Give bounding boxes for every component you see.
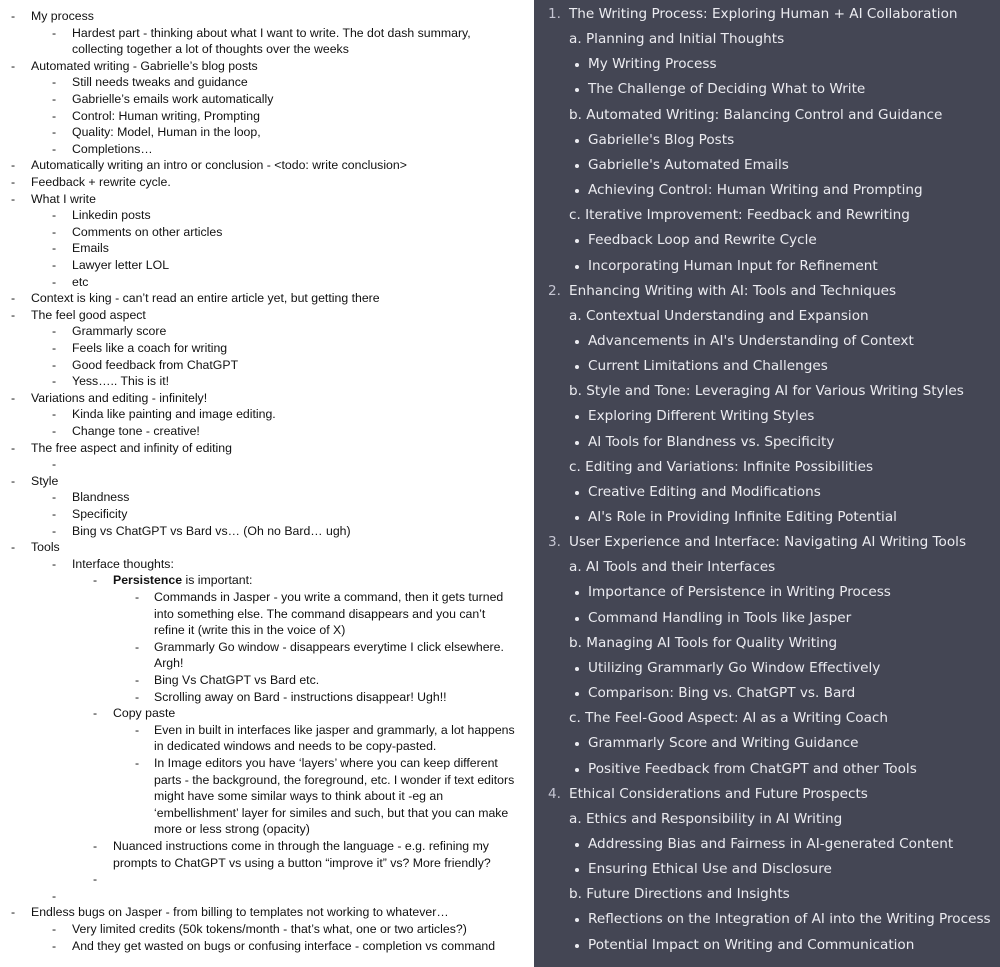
subsection-title: b. Style and Tone: Leveraging AI for Various Writing Styles — [569, 383, 964, 400]
note-line-continuation — [0, 855, 534, 872]
note-line — [0, 157, 534, 174]
bullet-text: Achieving Control: Human Writing and Prompting — [588, 182, 923, 199]
dash-bullet: - — [51, 523, 57, 538]
dash-bullet: - — [10, 540, 16, 555]
dash-bullet: - — [51, 407, 57, 422]
note-text: Bing vs ChatGPT vs Bard vs… (Oh no Bard… ugh) — [72, 523, 351, 538]
note-line — [0, 755, 534, 772]
note-text: refine it (write this in the voice of X) — [154, 623, 346, 638]
note-text: Bing Vs ChatGPT vs Bard etc. — [154, 673, 320, 687]
section-number: 4. — [548, 785, 561, 802]
dash-bullet: - — [10, 191, 16, 206]
dash-bullet: - — [51, 556, 57, 571]
bullet-dot-icon — [575, 868, 579, 872]
bullet-text: Grammarly Score and Writing Guidance — [588, 735, 859, 752]
note-bold-text: Persistence — [113, 573, 183, 588]
dash-bullet: - — [10, 905, 16, 920]
dash-bullet: - — [51, 125, 57, 140]
note-text: Change tone - creative! — [72, 424, 200, 438]
bullet-dot-icon — [575, 340, 579, 344]
dash-bullet: - — [51, 424, 57, 438]
dash-bullet: - — [134, 689, 140, 704]
note-line-continuation — [0, 622, 534, 639]
subsection-title: a. AI Tools and their Interfaces — [569, 559, 776, 576]
note-line-continuation — [0, 606, 534, 623]
note-text: Grammarly Go window - disappears everytime I click elsewhere. — [154, 639, 504, 654]
dash-bullet: - — [92, 573, 98, 588]
dash-bullet: - — [134, 756, 140, 770]
note-text — [113, 572, 252, 589]
note-text: Context is king - can’t read an entire article yet, but getting there — [31, 291, 380, 306]
note-text: And they get wasted on bugs or confusing interface - completion vs command — [72, 938, 496, 953]
bullet-text: Gabrielle's Automated Emails — [588, 156, 789, 173]
dash-bullet: - — [51, 888, 57, 903]
note-line — [0, 904, 534, 921]
outline-section — [548, 530, 966, 555]
bullet-text: Comparison: Bing vs. ChatGPT vs. Bard — [588, 685, 856, 702]
dash-bullet: - — [92, 839, 98, 853]
note-line — [0, 373, 534, 390]
dash-bullet: - — [10, 9, 16, 23]
note-line — [0, 174, 534, 191]
note-line — [0, 423, 534, 440]
subsection-title: a. Planning and Initial Thoughts — [569, 31, 785, 48]
subsection-title: a. Ethics and Responsibility in AI Writing — [569, 810, 843, 827]
note-text: Completions… — [72, 141, 153, 156]
note-text: Interface thoughts: — [72, 556, 174, 571]
note-text: collecting together a lot of thoughts over the weeks — [72, 42, 349, 57]
bullet-dot-icon — [575, 88, 579, 92]
note-text: Even in built in interfaces like jasper and grammarly, a lot happens — [154, 722, 515, 737]
dash-bullet: - — [134, 673, 140, 687]
dash-bullet: - — [51, 141, 57, 156]
note-line — [0, 91, 534, 108]
dash-bullet: - — [51, 922, 57, 936]
bullet-text: AI's Role in Providing Infinite Editing Potential — [588, 509, 897, 525]
note-line — [0, 672, 534, 689]
note-line-continuation — [0, 41, 534, 58]
note-text: The free aspect and infinity of editing — [31, 440, 232, 455]
note-text: Lawyer letter LOL — [72, 258, 170, 272]
dash-bullet: - — [51, 507, 57, 521]
dash-bullet: - — [10, 307, 16, 322]
dash-bullet: - — [10, 58, 16, 73]
bullet-text: Command Handling in Tools like Jasper — [588, 609, 852, 626]
note-text: etc — [72, 274, 89, 289]
note-line — [0, 274, 534, 291]
outline-section — [548, 279, 896, 304]
bullet-text: Gabrielle's Blog Posts — [588, 131, 735, 148]
note-text: The feel good aspect — [31, 307, 146, 322]
bullet-dot-icon — [575, 918, 579, 922]
bullet-dot-icon — [575, 617, 579, 621]
note-line — [0, 224, 534, 241]
note-line — [0, 838, 534, 855]
dash-bullet: - — [10, 390, 16, 405]
note-line — [0, 25, 534, 42]
note-text: Nuanced instructions come in through the language - e.g. refining my — [113, 839, 489, 853]
note-text: Control: Human writing, Prompting — [72, 108, 260, 123]
dash-bullet: - — [92, 706, 98, 721]
subsection-title: c. Editing and Variations: Infinite Possibilities — [569, 458, 874, 475]
bullet-dot-icon — [575, 692, 579, 696]
note-line — [0, 390, 534, 407]
note-line — [0, 257, 534, 274]
outline-subsection — [569, 304, 869, 329]
note-line — [0, 8, 534, 25]
dash-bullet: - — [51, 108, 57, 123]
bullet-dot-icon — [575, 365, 579, 369]
note-text: Emails — [72, 241, 109, 256]
note-line — [0, 124, 534, 141]
note-line — [0, 938, 534, 955]
outline-subsection — [569, 103, 942, 128]
bullet-text: Creative Editing and Modifications — [588, 483, 821, 500]
note-text: Variations and editing - infinitely! — [31, 390, 208, 405]
outline-subsection — [569, 631, 837, 656]
section-title: User Experience and Interface: Navigating AI Writing Tools — [569, 534, 967, 551]
outline-subsection — [569, 807, 842, 832]
bullet-text: Positive Feedback from ChatGPT and other Tools — [588, 760, 917, 777]
dash-bullet: - — [51, 208, 57, 223]
note-text: Feels like a coach for writing — [72, 341, 228, 355]
note-line — [0, 539, 534, 556]
bullet-text: AI Tools for Blandness vs. Specificity — [588, 433, 835, 450]
ai-outline-response — [534, 0, 1000, 967]
note-text: in dedicated windows and needs to be copy-pasted. — [154, 739, 437, 754]
note-line — [0, 108, 534, 125]
dash-bullet: - — [51, 374, 57, 389]
dash-bullet: - — [10, 158, 16, 173]
section-number: 2. — [548, 282, 561, 299]
note-text: Gabrielle’s emails work automatically — [72, 92, 274, 106]
subsection-title: b. Managing AI Tools for Quality Writing — [569, 634, 838, 651]
note-line — [0, 456, 534, 473]
bullet-text: Reflections on the Integration of AI into the Writing Process — [588, 911, 991, 928]
note-text: Linkedin posts — [72, 208, 151, 223]
dash-bullet: - — [51, 490, 57, 505]
outline-subsection — [569, 27, 784, 52]
bullet-text: Incorporating Human Input for Refinement — [588, 257, 878, 274]
note-line — [0, 74, 534, 91]
outline-subsection — [569, 455, 873, 480]
note-line — [0, 506, 534, 523]
outline-subsection — [569, 555, 775, 580]
bullet-dot-icon — [575, 491, 579, 495]
note-line — [0, 871, 534, 888]
bullet-dot-icon — [575, 516, 579, 520]
note-text: might have some similar ways to think about it -eg an — [154, 789, 444, 804]
dash-bullet: - — [51, 274, 57, 289]
bullet-dot-icon — [575, 164, 579, 168]
bullet-dot-icon — [575, 768, 579, 772]
bullet-text: Utilizing Grammarly Go Window Effectively — [588, 659, 881, 676]
note-text: Hardest part - thinking about what I want to write. The dot dash summary, — [72, 25, 471, 40]
note-text: Endless bugs on Jasper - from billing to templates not working to whatever… — [31, 905, 449, 920]
note-line — [0, 58, 534, 75]
bullet-dot-icon — [575, 239, 579, 243]
note-text: Commands in Jasper - you write a command, then it gets turned — [154, 590, 504, 604]
note-line — [0, 523, 534, 540]
dash-bullet: - — [134, 639, 140, 654]
note-line — [0, 141, 534, 158]
bullet-text: Exploring Different Writing Styles — [588, 408, 815, 425]
note-line-continuation — [0, 805, 534, 822]
note-line — [0, 323, 534, 340]
bullet-dot-icon — [575, 843, 579, 847]
note-line — [0, 556, 534, 573]
bullet-text: Feedback Loop and Rewrite Cycle — [588, 232, 817, 249]
dash-bullet: - — [51, 224, 57, 239]
note-line — [0, 489, 534, 506]
dash-bullet: - — [51, 241, 57, 256]
note-line — [0, 406, 534, 423]
note-line — [0, 440, 534, 457]
note-text: In Image editors you have ‘layers’ where you can keep different — [154, 756, 498, 770]
subsection-title: c. Iterative Improvement: Feedback and Rewriting — [569, 207, 910, 224]
note-text: Scrolling away on Bard - instructions disappear! Ugh!! — [154, 689, 447, 704]
bullet-dot-icon — [575, 591, 579, 595]
bullet-dot-icon — [575, 189, 579, 193]
section-title: The Writing Process: Exploring Human + AI Collaboration — [569, 6, 958, 22]
note-line — [0, 689, 534, 706]
bullet-text: Addressing Bias and Fairness in AI-generated Content — [588, 835, 954, 852]
section-title: Enhancing Writing with AI: Tools and Techniques — [569, 282, 897, 299]
note-text: prompts to ChatGPT vs using a button “improve it” vs? More friendly? — [113, 855, 491, 870]
outline-subsection — [569, 882, 790, 907]
note-text: Grammarly score — [72, 324, 167, 339]
note-text: My process — [31, 9, 94, 23]
note-line-continuation — [0, 821, 534, 838]
note-line — [0, 357, 534, 374]
note-text: Still needs tweaks and guidance — [72, 75, 248, 90]
bullet-dot-icon — [575, 944, 579, 948]
note-text: Feedback + rewrite cycle. — [31, 175, 171, 189]
dash-bullet: - — [51, 75, 57, 90]
note-text-rest: is important: — [182, 573, 253, 588]
bullet-dot-icon — [575, 742, 579, 746]
bullet-text: Potential Impact on Writing and Communication — [588, 936, 915, 953]
note-text: What I write — [31, 191, 96, 206]
note-line — [0, 705, 534, 722]
note-text: Comments on other articles — [72, 224, 223, 239]
note-text: Kinda like painting and image editing. — [72, 407, 276, 422]
note-line — [0, 307, 534, 324]
bullet-dot-icon — [575, 667, 579, 671]
note-text: Copy paste — [113, 706, 176, 721]
note-text: Very limited credits (50k tokens/month - that’s what, one or two articles?) — [72, 922, 467, 936]
note-text: Good feedback from ChatGPT — [72, 357, 239, 372]
note-text: Automated writing - Gabrielle’s blog posts — [31, 58, 258, 73]
subsection-title: c. The Feel-Good Aspect: AI as a Writing Coach — [569, 710, 889, 727]
note-text: Style — [31, 473, 59, 488]
bullet-dot-icon — [575, 63, 579, 67]
dash-bullet: - — [51, 457, 57, 472]
subsection-title: a. Contextual Understanding and Expansion — [569, 307, 869, 324]
bullet-dot-icon — [575, 441, 579, 445]
bullet-dot-icon — [575, 265, 579, 269]
section-number: 3. — [548, 534, 561, 551]
note-text: Quality: Model, Human in the loop, — [72, 125, 261, 140]
note-line — [0, 207, 534, 224]
note-line-continuation — [0, 738, 534, 755]
bullet-text: Current Limitations and Challenges — [588, 358, 828, 375]
note-text: Argh! — [154, 656, 184, 671]
note-line — [0, 639, 534, 656]
note-text: more or less strong (opacity) — [154, 822, 310, 837]
section-title: Ethical Considerations and Future Prospects — [569, 785, 868, 802]
section-number: 1. — [548, 6, 561, 22]
dash-bullet: - — [92, 872, 98, 887]
bullet-text: My Writing Process — [588, 56, 717, 73]
dash-bullet: - — [51, 25, 57, 40]
note-text: Blandness — [72, 490, 130, 505]
note-line — [0, 340, 534, 357]
note-line — [0, 572, 534, 589]
dash-bullet: - — [134, 722, 140, 737]
dash-bullet: - — [10, 473, 16, 488]
note-line-continuation — [0, 655, 534, 672]
dash-bullet: - — [51, 357, 57, 372]
note-line — [0, 290, 534, 307]
dash-bullet: - — [51, 938, 57, 953]
outline-subsection — [569, 706, 888, 731]
dash-bullet: - — [10, 440, 16, 455]
note-text: Specificity — [72, 507, 128, 521]
bullet-text: Importance of Persistence in Writing Process — [588, 584, 891, 601]
note-text: ‘embellishment’ layer for similes and such, but that you can make — [154, 805, 509, 820]
note-line-continuation — [0, 772, 534, 789]
note-line — [0, 921, 534, 938]
outline-section — [548, 2, 958, 27]
note-text: Tools — [31, 540, 60, 555]
note-text: into something else. The command disappears and you can’t — [154, 606, 486, 621]
dash-bullet: - — [51, 324, 57, 339]
subsection-title: b. Automated Writing: Balancing Control and Guidance — [569, 106, 943, 123]
note-line — [0, 589, 534, 606]
subsection-title: b. Future Directions and Insights — [569, 886, 790, 903]
note-line — [0, 722, 534, 739]
dash-bullet: - — [10, 291, 16, 306]
outline-subsection — [569, 379, 964, 404]
note-line — [0, 240, 534, 257]
note-line — [0, 473, 534, 490]
dash-bullet: - — [51, 92, 57, 106]
note-text: parts - the background, the foreground, etc. I wonder if text editors — [154, 772, 515, 787]
note-line — [0, 888, 534, 905]
outline-subsection — [569, 203, 910, 228]
note-text: Yess….. This is it! — [72, 374, 170, 389]
dash-bullet: - — [51, 258, 57, 272]
bullet-text: Advancements in AI's Understanding of Context — [588, 332, 914, 349]
bullet-dot-icon — [575, 415, 579, 419]
bullet-text: Ensuring Ethical Use and Disclosure — [588, 861, 832, 878]
outline-section — [548, 782, 868, 807]
dash-bullet: - — [134, 590, 140, 604]
note-line-continuation — [0, 788, 534, 805]
bullet-dot-icon — [575, 139, 579, 143]
dash-bullet: - — [51, 341, 57, 355]
note-line — [0, 191, 534, 208]
dash-bullet: - — [10, 175, 16, 189]
note-text: Automatically writing an intro or conclusion - <todo: write conclusion> — [31, 158, 407, 173]
bullet-text: The Challenge of Deciding What to Write — [588, 81, 866, 98]
